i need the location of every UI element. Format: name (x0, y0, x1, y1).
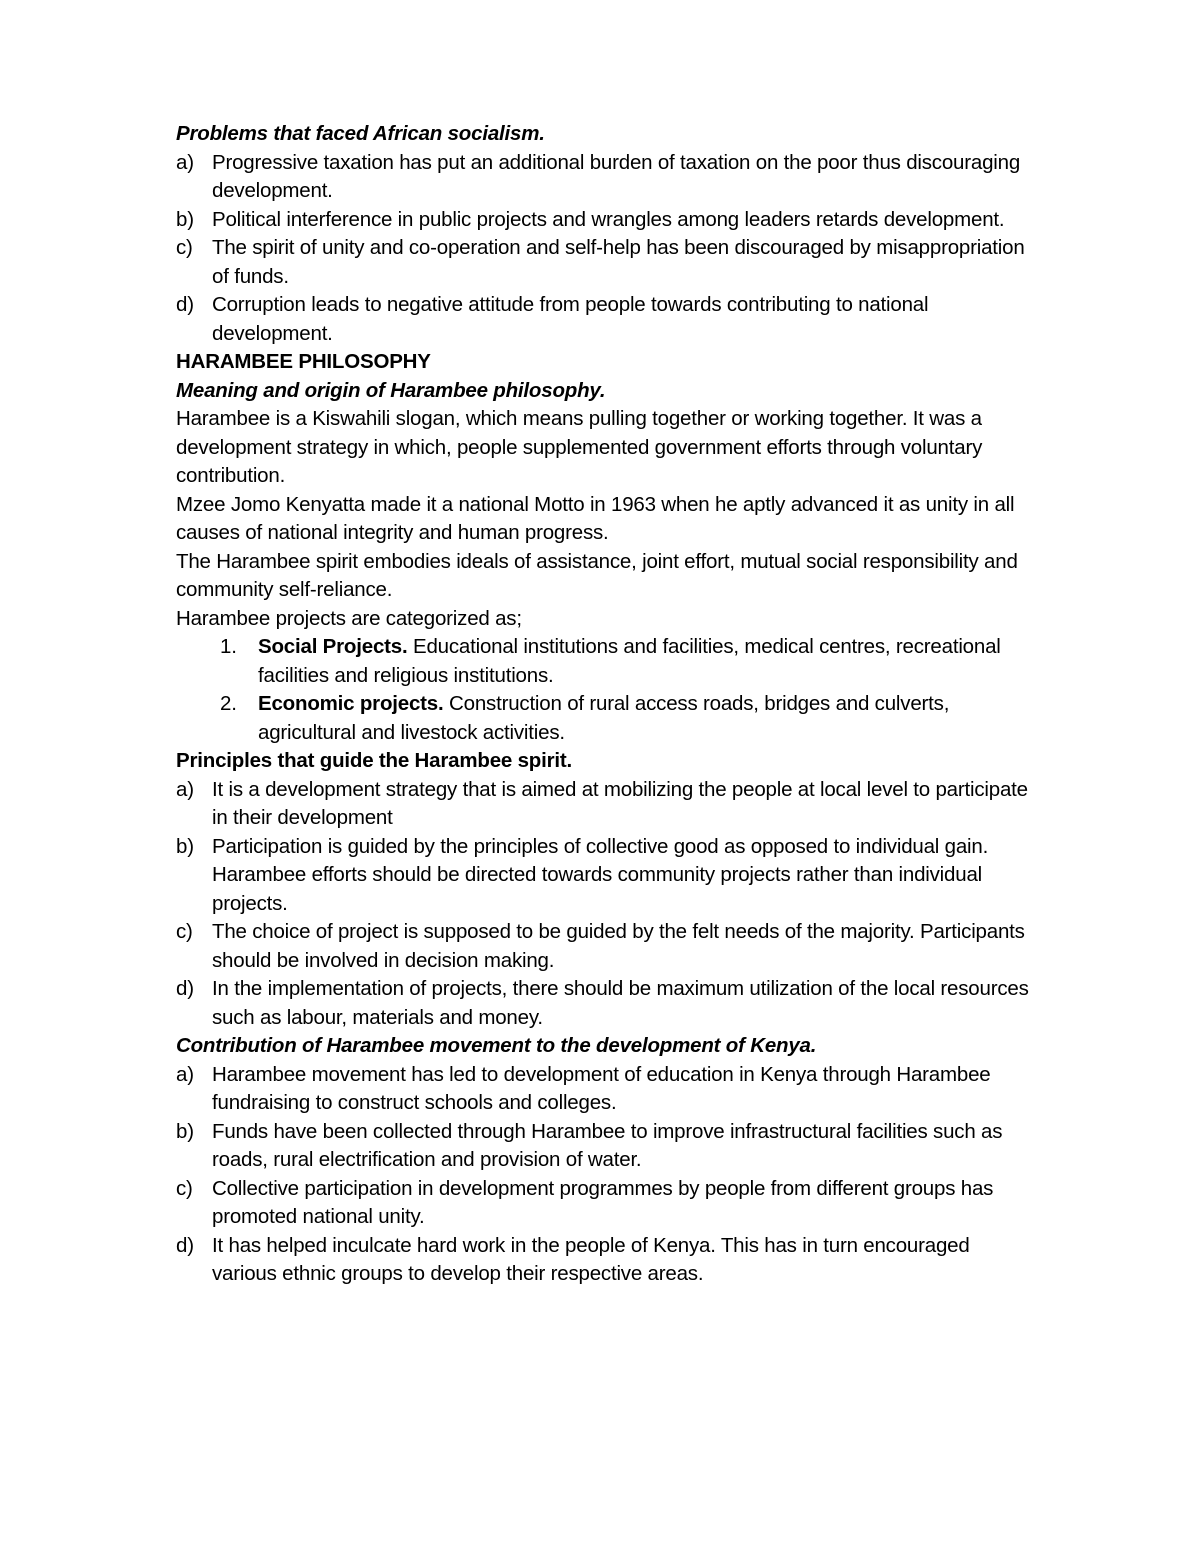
list-marker: 1. (220, 635, 237, 658)
harambee-title: HARAMBEE PHILOSOPHY (176, 350, 431, 373)
list-marker: d) (176, 1233, 194, 1257)
list-marker: c) (176, 920, 193, 943)
list-item-text: Political interference in public projects and wrangles among leaders retards development. (212, 207, 1005, 231)
list-item-text: Harambee movement has led to development of education in Kenya through Harambee fundraising to construct schools and colleges. (212, 1062, 991, 1114)
list-item (176, 1175, 1036, 1232)
list-item-text: The spirit of unity and co-operation and self-help has been discouraged by misappropriation of funds. (212, 236, 1025, 288)
list-marker: 2. (220, 692, 237, 715)
list-item (176, 1061, 1036, 1118)
category-lead: Social Projects. (258, 635, 408, 658)
principles-heading: Principles that guide the Harambee spirit. (176, 749, 573, 772)
list-item (176, 149, 1036, 206)
list-item (176, 918, 1036, 975)
list-item (176, 291, 1036, 348)
list-marker: d) (176, 293, 194, 316)
paragraph: Harambee is a Kiswahili slogan, which means pulling together or working together. It was a development strategy in which, people supplemented government efforts through voluntary contribution. (176, 407, 983, 487)
list-marker: c) (176, 236, 193, 259)
paragraph: Harambee projects are categorized as; (176, 606, 522, 630)
list-item (176, 633, 1036, 690)
list-item (176, 833, 1036, 919)
list-marker: b) (176, 1119, 194, 1143)
list-item (176, 1232, 1036, 1289)
list-item-text: The choice of project is supposed to be guided by the felt needs of the majority. Participants should be involved in decision making. (212, 920, 1025, 972)
contribution-heading: Contribution of Harambee movement to the development of Kenya. (176, 1034, 817, 1057)
list-item-text: Corruption leads to negative attitude from people towards contributing to national development. (212, 293, 929, 345)
list-item-text: It has helped inculcate hard work in the people of Kenya. This has in turn encouraged various ethnic groups to develop their respective areas. (212, 1233, 970, 1285)
list-item (176, 975, 1036, 1032)
document-body (176, 120, 1036, 1289)
category-lead: Economic projects. (258, 692, 444, 715)
section-harambee (176, 348, 1036, 747)
list-item-text: Collective participation in development programmes by people from different groups has promoted national unity. (212, 1176, 994, 1228)
list-item (176, 234, 1036, 291)
list-item (176, 776, 1036, 833)
categories-list (176, 633, 1036, 747)
list-marker: a) (176, 1062, 194, 1086)
section-principles (176, 747, 1036, 1032)
contribution-list (176, 1061, 1036, 1289)
list-marker: a) (176, 777, 194, 801)
list-item-text: Participation is guided by the principles of collective good as opposed to individual gain. Harambee efforts should be directed towards community projects rather than individual projects. (212, 834, 989, 915)
list-item (176, 1118, 1036, 1175)
list-marker: b) (176, 207, 194, 231)
list-item-text: Funds have been collected through Harambee to improve infrastructural facilities such as roads, rural electrification and provision of water. (212, 1119, 1003, 1171)
problems-heading: Problems that faced African socialism. (176, 122, 545, 145)
principles-list (176, 776, 1036, 1033)
list-marker: c) (176, 1176, 193, 1200)
section-problems (176, 120, 1036, 348)
list-marker: a) (176, 150, 194, 174)
list-item-text: Progressive taxation has put an additional burden of taxation on the poor thus discouraging development. (212, 150, 1021, 202)
list-item-text: It is a development strategy that is aimed at mobilizing the people at local level to participate in their development (212, 777, 1028, 829)
list-item (176, 690, 1036, 747)
list-marker: b) (176, 834, 194, 858)
paragraph: The Harambee spirit embodies ideals of assistance, joint effort, mutual social responsibility and community self-reliance. (176, 549, 1018, 601)
list-item (176, 206, 1036, 235)
category-text: Construction of rural access roads, bridges and culverts, agricultural and livestock activities. (258, 692, 950, 744)
problems-list (176, 149, 1036, 349)
section-contribution (176, 1032, 1036, 1289)
paragraph: Mzee Jomo Kenyatta made it a national Motto in 1963 when he aptly advanced it as unity in all causes of national integrity and human progress. (176, 492, 1015, 544)
category-text: Educational institutions and facilities, medical centres, recreational facilities and religious institutions. (258, 635, 1001, 687)
list-item-text: In the implementation of projects, there should be maximum utilization of the local resources such as labour, materials and money. (212, 977, 1029, 1029)
harambee-subheading: Meaning and origin of Harambee philosophy. (176, 378, 606, 402)
list-marker: d) (176, 977, 194, 1000)
